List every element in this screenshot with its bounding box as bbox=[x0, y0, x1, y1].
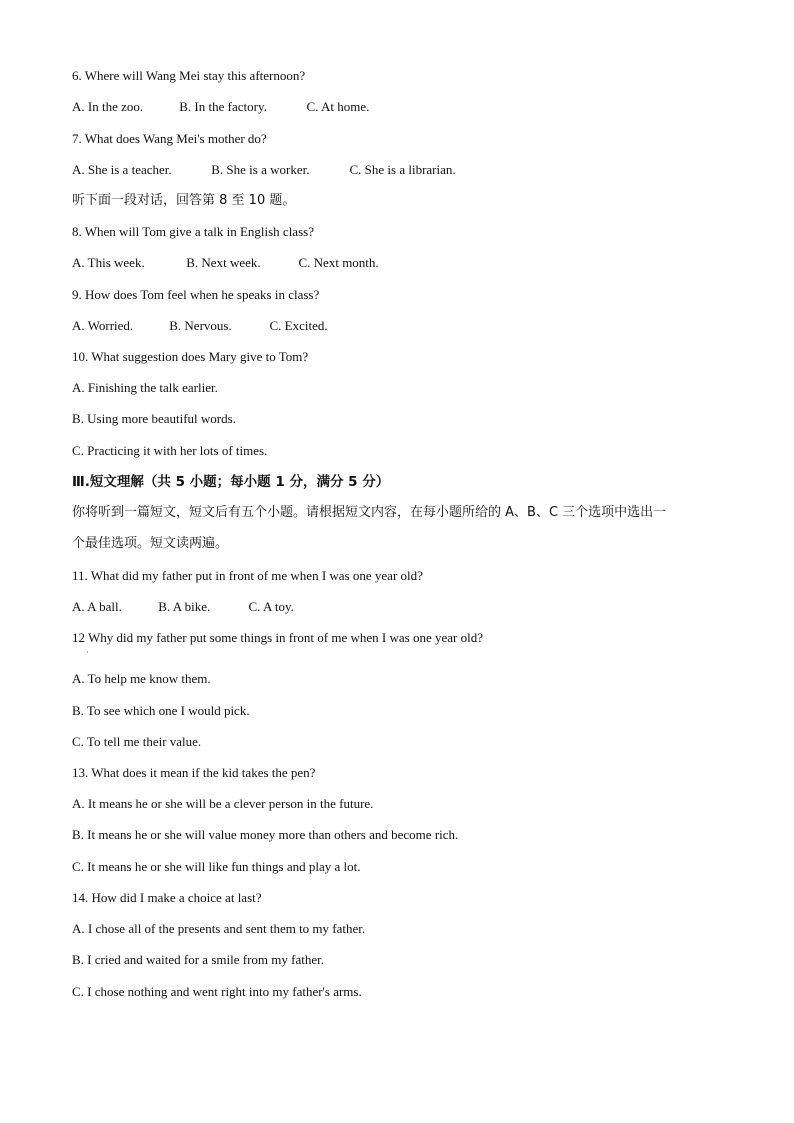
option-10c[interactable]: C. Practicing it with her lots of times. bbox=[72, 443, 268, 458]
question-8: 8. When will Tom give a talk in English class? bbox=[72, 224, 314, 239]
option-13a[interactable]: A. It means he or she will be a clever person in the future. bbox=[72, 796, 374, 811]
options-row-9 bbox=[72, 318, 328, 334]
question-6: 6. Where will Wang Mei stay this afternoon? bbox=[72, 68, 306, 83]
option-6b[interactable]: B. In the factory. bbox=[179, 99, 267, 114]
option-13c[interactable]: C. It means he or she will like fun things and play a lot. bbox=[72, 859, 361, 874]
option-14b[interactable]: B. I cried and waited for a smile from my father. bbox=[72, 952, 324, 967]
option-6a[interactable]: A. In the zoo. bbox=[72, 99, 144, 114]
option-14a[interactable]: A. I chose all of the presents and sent them to my father. bbox=[72, 921, 366, 936]
option-7b[interactable]: B. She is a worker. bbox=[211, 162, 310, 177]
options-row-7 bbox=[72, 162, 456, 178]
option-10b[interactable]: B. Using more beautiful words. bbox=[72, 411, 236, 426]
option-7a[interactable]: A. She is a teacher. bbox=[72, 162, 172, 177]
option-11c[interactable]: C. A toy. bbox=[248, 599, 294, 614]
question-9: 9. How does Tom feel when he speaks in class? bbox=[72, 287, 320, 302]
stray-dot-mark: · bbox=[86, 648, 89, 657]
question-10: 10. What suggestion does Mary give to Tom? bbox=[72, 349, 309, 364]
question-13: 13. What does it mean if the kid takes the pen? bbox=[72, 765, 316, 780]
section-3-instruction-line-2: 个最佳选项。短文读两遍。 bbox=[72, 536, 229, 551]
question-7: 7. What does Wang Mei's mother do? bbox=[72, 131, 267, 146]
option-12a[interactable]: A. To help me know them. bbox=[72, 671, 211, 686]
option-11a[interactable]: A. A ball. bbox=[72, 599, 122, 614]
question-11: 11. What did my father put in front of me when I was one year old? bbox=[72, 568, 423, 583]
option-12c[interactable]: C. To tell me their value. bbox=[72, 734, 202, 749]
option-6c[interactable]: C. At home. bbox=[306, 99, 370, 114]
question-14: 14. How did I make a choice at last? bbox=[72, 890, 262, 905]
options-row-11 bbox=[72, 599, 294, 615]
option-8b[interactable]: B. Next week. bbox=[186, 255, 261, 270]
option-9a[interactable]: A. Worried. bbox=[72, 318, 134, 333]
section-3-heading: Ⅲ.短文理解（共 5 小题；每小题 1 分，满分 5 分） bbox=[72, 474, 390, 490]
option-13b[interactable]: B. It means he or she will value money more than others and become rich. bbox=[72, 827, 459, 842]
question-12: 12 Why did my father put some things in front of me when I was one year old? bbox=[72, 630, 483, 645]
option-14c[interactable]: C. I chose nothing and went right into my father's arms. bbox=[72, 984, 362, 999]
option-12b[interactable]: B. To see which one I would pick. bbox=[72, 703, 250, 718]
option-8a[interactable]: A. This week. bbox=[72, 255, 145, 270]
instruction-8-10: 听下面一段对话，回答第 8 至 10 题。 bbox=[72, 193, 296, 208]
option-10a[interactable]: A. Finishing the talk earlier. bbox=[72, 380, 218, 395]
option-7c[interactable]: C. She is a librarian. bbox=[349, 162, 456, 177]
section-3-instruction-line-1: 你将听到一篇短文，短文后有五个小题。请根据短文内容，在每小题所给的 A、B、C 三个选项中选出一 bbox=[72, 505, 667, 520]
option-9c[interactable]: C. Excited. bbox=[269, 318, 328, 333]
options-row-8 bbox=[72, 255, 379, 271]
option-11b[interactable]: B. A bike. bbox=[158, 599, 211, 614]
option-8c[interactable]: C. Next month. bbox=[298, 255, 379, 270]
options-row-6 bbox=[72, 99, 369, 115]
option-9b[interactable]: B. Nervous. bbox=[169, 318, 232, 333]
